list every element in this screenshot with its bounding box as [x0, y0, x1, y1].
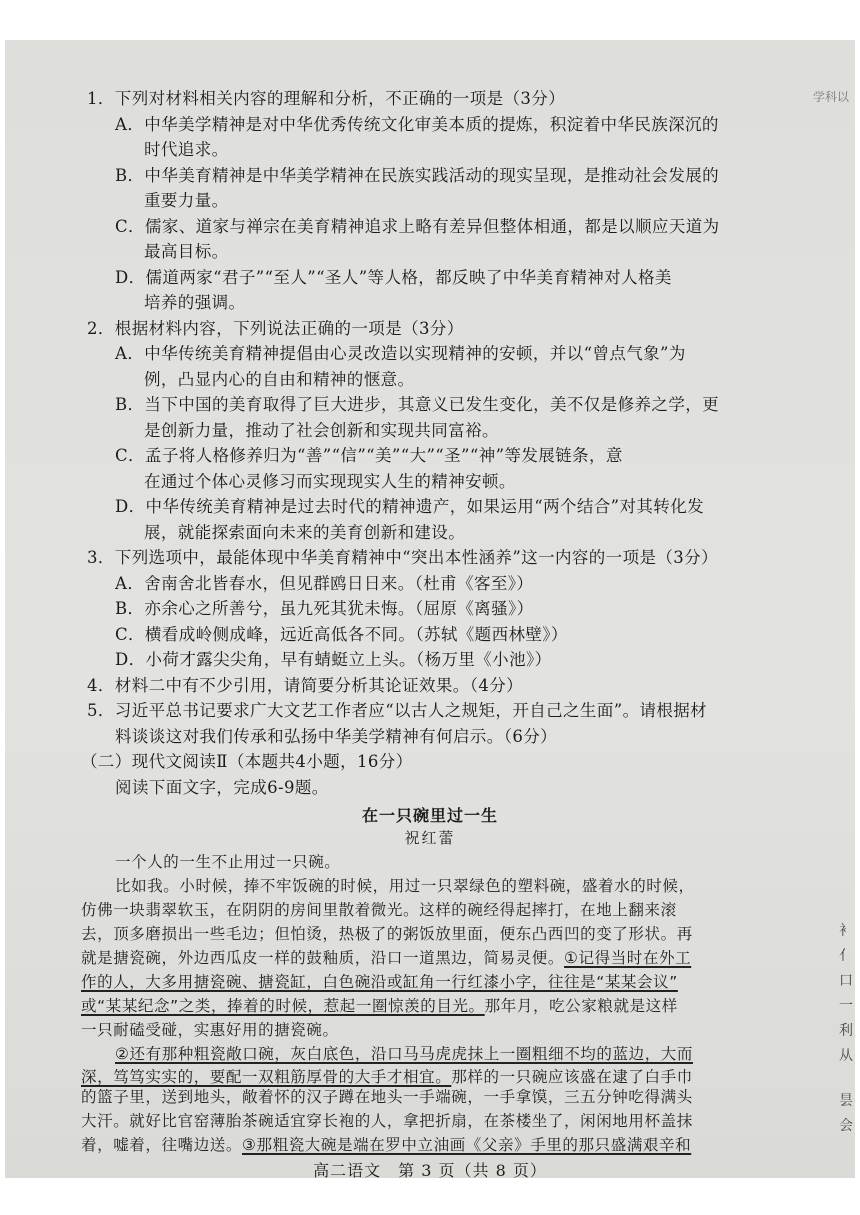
q2-stem: 2．根据材料内容，下列说法正确的一项是（3分） — [87, 319, 464, 338]
q3-option-c: C．横看成岭侧成峰，远近高低各不同。（苏轼《题西林壁》） — [115, 625, 568, 644]
q2-option-b-cont: 是创新力量，推动了社会创新和实现共同富裕。 — [144, 421, 499, 440]
q2-option-a: A．中华传统美育精神提倡由心灵改造以实现精神的安顿，并以“曾点气象”为 — [115, 344, 686, 363]
margin-glyph: 会 — [839, 1118, 853, 1134]
article-paragraph: 一个人的一生不止用过一只碗。 — [115, 853, 341, 871]
margin-glyph: 昙 — [839, 1093, 853, 1109]
q5-stem: 5．习近平总书记要求广大文艺工作者应“以古人之规矩，开自己之生面”。请根据材 — [87, 701, 708, 720]
article-author: 祝红蕾 — [404, 829, 456, 847]
article-text: 着，嘘着，往嘴边送。 — [81, 1136, 243, 1154]
section-instruction: 阅读下面文字，完成6-9题。 — [115, 778, 329, 797]
q1-option-b: B．中华美育精神是中华美学精神在民族实践活动的现实呈现，是推动社会发展的 — [115, 166, 720, 185]
section-heading: （二）现代文阅读Ⅱ（本题共4小题，16分） — [81, 752, 413, 771]
margin-glyph: 衤 — [839, 923, 853, 939]
underlined-sentence-1-end: 或“某某纪念”之类，捧着的时候，惹起一圈惊羡的目光。 — [81, 997, 485, 1015]
margin-glyph: 从 — [839, 1048, 853, 1064]
q4-stem: 4．材料二中有不少引用，请简要分析其论证效果。（4分） — [87, 676, 524, 695]
article-line: 一只耐磕受碰，实惠好用的搪瓷碗。 — [81, 1021, 339, 1039]
q2-option-a-cont: 例，凸显内心的自由和精神的惬意。 — [144, 370, 415, 389]
q1-stem: 1．下列对材料相关内容的理解和分析，不正确的一项是（3分） — [87, 89, 566, 108]
q2-option-b: B．当下中国的美育取得了巨大进步，其意义已发生变化，美不仅是修养之学，更 — [115, 395, 720, 414]
q3-option-b: B．亦余心之所善兮，虽九死其犹未悔。（屈原《离骚》） — [115, 599, 534, 618]
article-text: 那年月，吃公家粮就是这样 — [484, 997, 678, 1015]
q3-option-d: D．小荷才露尖尖角，早有蜻蜓立上头。（杨万里《小池》） — [115, 650, 552, 669]
q2-option-c-cont: 在通过个体心灵修习而实现现实人生的精神安顿。 — [144, 472, 516, 491]
q5-stem-cont: 料谈谈这对我们传承和弘扬中华美学精神有何启示。（6分） — [115, 727, 558, 746]
margin-glyph: 一 — [839, 998, 853, 1014]
article-line: 比如我。小时候，捧不牢饭碗的时候，用过一只翠绿色的塑料碗，盛着水的时候， — [115, 877, 695, 895]
article-line: 去，顶多磨损出一些毛边；但怕烫，热极了的粥饭放里面，便东凸西凹的变了形状。再 — [81, 925, 693, 943]
underlined-sentence-1: ①记得当时在外工 — [564, 949, 692, 967]
q1-option-a: A．中华美学精神是对中华优秀传统文化审美本质的提炼，积淀着中华民族深沉的 — [115, 115, 719, 134]
q1-option-a-cont: 时代追求。 — [144, 140, 229, 159]
corner-bleed-text: 学科以 — [812, 90, 849, 104]
q3-option-a: A．舍南舍北皆春水，但见群鸥日日来。（杜甫《客至》） — [115, 574, 534, 593]
margin-glyph: 口 — [839, 973, 853, 989]
q1-option-c-cont: 最高目标。 — [144, 242, 229, 261]
article-text: 大汗。就好比官窑薄胎茶碗适宜穿长袍的人，拿把折扇，在茶楼坐了，闲闲地用杯盖抹 — [81, 1112, 693, 1130]
margin-bleed — [5, 40, 855, 1178]
article-text: 那样的一只碗应该盛在逮了白手巾 — [451, 1068, 693, 1086]
q2-option-d: D．中华传统美育精神是过去时代的精神遗产，如果运用“两个结合”对其转化发 — [115, 497, 704, 516]
article-title: 在一只碗里过一生 — [361, 806, 498, 825]
q2-option-d-cont: 展，就能探索面向未来的美育创新和建设。 — [144, 523, 466, 542]
q1-option-c: C．儒家、道家与禅宗在美育精神追求上略有差异但整体相通，都是以顺应天道为 — [115, 217, 720, 236]
underlined-sentence-2-cont: 深，笃笃实实的，要配一双粗筋厚骨的大手才相宜。 — [81, 1068, 452, 1086]
article-text: 就是搪瓷碗，外边西瓜皮一样的鼓釉质，沿口一道黑边，简易灵便。 — [81, 949, 565, 967]
article-line: 的篮子里，送到地头，敞着怀的汉子蹲在地头一手端碗，一手拿馍，三五分钟吃得满头 — [81, 1088, 693, 1106]
margin-glyph: 利 — [839, 1023, 853, 1039]
q1-option-b-cont: 重要力量。 — [144, 191, 229, 210]
q2-option-c: C．孟子将人格修养归为“善”“信”“美”“大”“圣”“神”等发展链条，意 — [115, 446, 623, 465]
underlined-sentence-2: ②还有那种粗瓷敞口碗，灰白底色，沿口马马虎虎抹上一圈粗细不均的蓝边，大而 — [115, 1045, 693, 1063]
margin-glyph: 亻 — [839, 948, 853, 964]
underlined-sentence-1-cont: 作的人，大多用搪瓷碗、搪瓷缸，白色碗沿或缸角一行红漆小字，往往是“某某会议” — [81, 973, 678, 991]
q3-stem: 3．下列选项中，最能体现中华美育精神中“突出本性涵养”这一内容的一项是（3分） — [87, 548, 718, 567]
q1-option-d: D．儒道两家“君子”“至人”“圣人”等人格，都反映了中华美育精神对人格美 — [115, 268, 672, 287]
underlined-sentence-3: ③那粗瓷大碗是端在罗中立油画《父亲》手里的那只盛满艰辛和 — [242, 1136, 692, 1154]
page-footer: 高二语文 第 3 页（共 8 页） — [313, 1161, 547, 1178]
q1-option-d-cont: 培养的强调。 — [144, 293, 246, 312]
article-line: 仿佛一块翡翠软玉，在阴阴的房间里散着微光。这样的碗经得起摔打，在地上翻来滚 — [81, 901, 677, 919]
